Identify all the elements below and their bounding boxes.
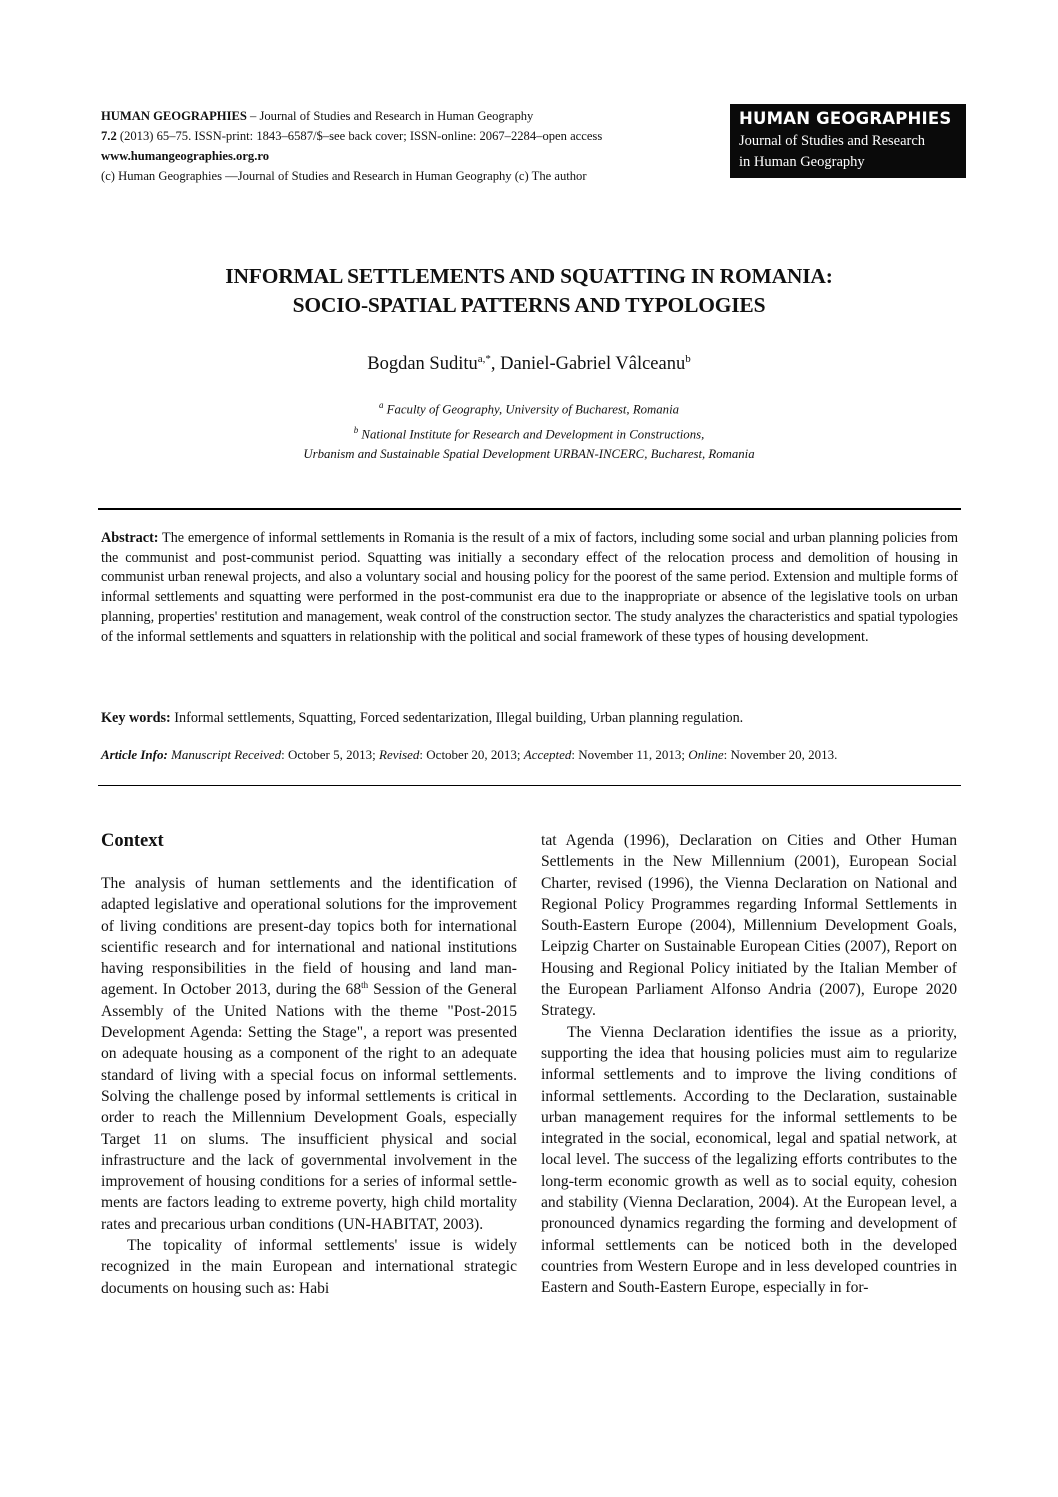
logo-subtitle-2: in Human Geography xyxy=(739,154,865,170)
abstract xyxy=(101,529,958,647)
journal-name-line: HUMAN GEOGRAPHIES – Journal of Studies and Research in Human Geography xyxy=(101,109,534,123)
paragraph: tat Agenda (1996), Declaration on Cities and Other Human Settlements in the New Millennium (2001), European Social Charter, revised (1996), the Vienna Declaration on National and Regional Policy Programmes regarding Informal Settlements in South-Eastern Europe (2004), Millennium Development Goals, Leipzig Charter on Sustainable European Cities (2007), Report on Housing and Regional Policy initiated by the Italian Member of the European Parliament Alfonso Andria (2007), Europe 2020 Strategy. xyxy=(541,832,957,1020)
keywords xyxy=(101,708,958,728)
author-name: Bogdan Suditu xyxy=(367,354,478,375)
paragraph: The topicality of informal settlements' issue is widely recognized in the main European and international strategic documents on housing such as: Habi xyxy=(101,1237,517,1297)
journal-logo xyxy=(730,104,966,178)
section-heading-context: Context xyxy=(101,831,164,851)
abstract-text: The emergence of informal settlements in Romania is the result of a mix of factors, including some social and urban planning policies from the communist and post-communist period. Squatting was initially a secondary effect of the relocation process and demolition of housing in communist urban renewal projects, and also a voluntary social and housing policy for the poorest of the same period. Extension and multiple forms of informal settlements and squatting were performed in the post-communist era due to the inappropriate or absence of the legislative tools on urban planning, properties' restitution and management, weak control of the construction sector. The study analyzes the characteristics and spatial typologies of the informal settlements and squatters in relationship with the political and social framework of these types of housing development. xyxy=(101,530,958,645)
bottom-divider xyxy=(98,785,961,786)
paragraph: The Vienna Declaration identifies the issue as a priority, supporting the idea that housing policies must aim to regularize informal settlements and to improve the living conditions of informal settlements. According to the Declaration, sustainable urban management requires for the informal settlements to be integrated in the social, economical, legal and spatial network, at local level. The success of the legalizing efforts contributes to the long-term economic growth as well as to social equity, cohesion and stability (Vienna Declaration, 2004). At the European level, a pronounced dynamics regarding the forming and development of informal settlements can be noticed both in the developed countries from Western Europe and in less developed countries in Eastern and South-Eastern Europe, especially in for- xyxy=(541,1023,957,1297)
author-affiliation-mark: b xyxy=(685,353,691,365)
copyright-line: (c) Human Geographies —Journal of Studies and Research in Human Geography (c) The author xyxy=(101,169,587,183)
body-column-left xyxy=(101,873,517,1299)
keywords-text: Informal settlements, Squatting, Forced sedentarization, Illegal building, Urban planning regulation. xyxy=(170,710,744,726)
article-title: INFORMAL SETTLEMENTS AND SQUATTING IN ROMANIA: SOCIO-SPATIAL PATTERNS AND TYPOLOGIES xyxy=(225,264,833,317)
author-affiliation-mark: a,* xyxy=(477,353,491,365)
logo-subtitle-1: Journal of Studies and Research xyxy=(739,133,926,149)
abstract-label: Abstract: xyxy=(101,530,159,546)
affiliation-a: $^a$ Faculty of Geography, University of Bucharest, Romania xyxy=(378,400,680,417)
paragraph: The analysis of human settlements and the identification of adapted legislative and operational solutions for the improvement of living conditions are present-day topics both for international scientific research and for international and national institutions having responsibilities in the field of housing and land management. In October 2013, during the 68th Session of the General Assembly of the United Nations with the theme "Post-2015 Development Agenda: Setting the Stage", a report was presented on adequate housing as a component of the right to an adequate standard of living with a special focus on informal settlements. Solving the challenge posed by informal settlements is critical in order to reach the Millennium Development Goals, especially Target 11 on slums. The insufficient physical and social infrastructure and the lack of governmental involvement in the improvement of housing conditions for a series of informal settlements are factors leading to extreme poverty, high child mortality rates and precarious urban conditions (UN-HABITAT, 2003). xyxy=(101,875,518,1233)
author-name: Daniel-Gabriel Vâlceanu xyxy=(500,354,686,375)
keywords-label: Key words: xyxy=(101,710,171,726)
article-info: Article Info: Manuscript Received: October 5, 2013; Revised: October 20, 2013; Accepted: November 11, 2013; Online: November 20, 2013. xyxy=(101,747,838,762)
journal-website-link[interactable]: www.humangeographies.org.ro xyxy=(101,149,270,163)
top-divider xyxy=(98,508,961,510)
affiliation-b: $^b$ National Institute for Research and Development in Constructions, Urbanism and Sustainable Spatial Development URBAN-INCERC, Bucharest, Romania xyxy=(303,425,755,462)
author-list: Bogdan Suditu$^{a,*}$, Daniel-Gabriel Vâlceanu$^b$ xyxy=(367,353,691,375)
journal-header xyxy=(101,106,721,186)
logo-title: HUMAN GEOGRAPHIES xyxy=(739,109,952,128)
issue-line: 7.2 (2013) 65–75. ISSN-print: 1843–6587/$–see back cover; ISSN-online: 2067–2284–open access xyxy=(101,129,603,143)
body-column-right xyxy=(541,830,957,1299)
